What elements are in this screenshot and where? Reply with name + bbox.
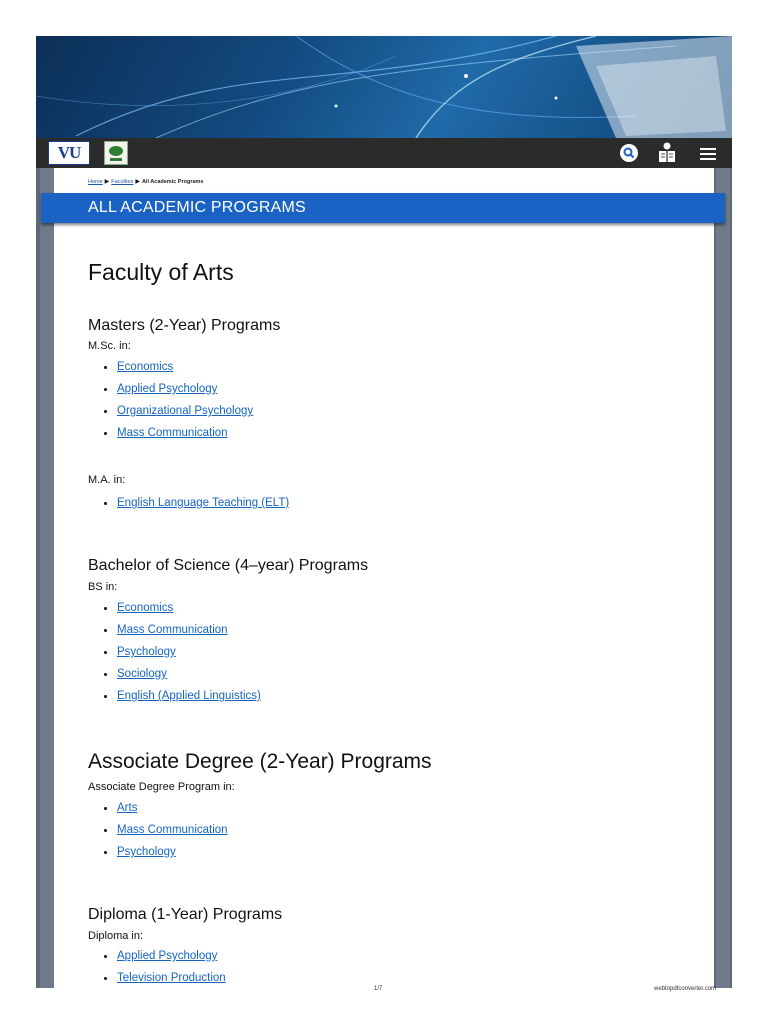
associate-heading: Associate Degree (2-Year) Programs: [88, 750, 432, 773]
msc-label: M.Sc. in:: [88, 340, 131, 352]
associate-label: Associate Degree Program in:: [88, 781, 235, 793]
top-navbar: [36, 138, 732, 168]
page-number: 1/7: [374, 986, 383, 992]
vu-logo[interactable]: VU: [48, 141, 90, 165]
program-link-bs-english[interactable]: English (Applied Linguistics): [117, 690, 261, 702]
list-item: [104, 602, 173, 614]
bullet: [104, 851, 107, 854]
program-link-ad-psychology[interactable]: Psychology: [117, 846, 176, 858]
program-link-ad-mass-communication[interactable]: Mass Communication: [117, 824, 228, 836]
list-item: [104, 690, 261, 702]
menu-icon[interactable]: [698, 143, 718, 163]
program-link-bs-economics[interactable]: Economics: [117, 602, 174, 614]
breadcrumb: [88, 178, 203, 185]
program-link-diploma-tv-production[interactable]: Television Production: [117, 972, 226, 984]
left-side-panel: [40, 168, 54, 988]
program-link-bs-sociology[interactable]: Sociology: [117, 668, 167, 680]
bullet: [104, 807, 107, 810]
bullet: [104, 977, 107, 980]
program-link-bs-psychology[interactable]: Psychology: [117, 646, 176, 658]
page-title-bar: [41, 193, 725, 223]
faculty-title: Faculty of Arts: [88, 259, 234, 285]
list-item: [104, 972, 226, 984]
bullet: [104, 629, 107, 632]
reader-icon[interactable]: [654, 143, 680, 163]
bullet: [104, 955, 107, 958]
bullet: [104, 651, 107, 654]
breadcrumb-current: All Academic Programs: [141, 178, 204, 185]
breadcrumb-arrow-icon: ▶: [135, 179, 140, 185]
bullet: [104, 829, 107, 832]
masters-heading: Masters (2-Year) Programs: [88, 317, 281, 334]
bullet: [104, 366, 107, 369]
program-link-bs-mass-communication[interactable]: Mass Communication: [117, 624, 228, 636]
bachelor-heading: Bachelor of Science (4–year) Programs: [88, 557, 369, 574]
right-side-panel: [716, 168, 730, 988]
converter-watermark: webtopdfconverter.com: [654, 986, 717, 992]
bullet: [104, 432, 107, 435]
pakistan-emblem-logo: [104, 141, 128, 165]
list-item: [104, 950, 217, 962]
list-item: [104, 624, 228, 636]
bullet: [104, 607, 107, 610]
bullet: [104, 673, 107, 676]
list-item: [104, 802, 137, 814]
program-link-economics[interactable]: Economics: [117, 361, 174, 373]
breadcrumb-faculties[interactable]: Faculties: [111, 178, 134, 185]
program-link-organizational-psychology[interactable]: Organizational Psychology: [117, 405, 254, 417]
bullet: [104, 410, 107, 413]
list-item: [104, 824, 228, 836]
list-item: [104, 361, 173, 373]
list-item: [104, 846, 176, 858]
list-item: [104, 497, 289, 509]
program-link-diploma-applied-psychology[interactable]: Applied Psychology: [117, 950, 218, 962]
list-item: [104, 668, 167, 680]
search-icon[interactable]: [618, 143, 640, 163]
diploma-heading: Diploma (1-Year) Programs: [88, 906, 283, 923]
program-link-applied-psychology[interactable]: Applied Psychology: [117, 383, 218, 395]
bullet: [104, 695, 107, 698]
page-title: ALL ACADEMIC PROGRAMS: [88, 199, 306, 216]
diploma-label: Diploma in:: [88, 930, 144, 942]
list-item: [104, 405, 253, 417]
list-item: [104, 427, 228, 439]
breadcrumb-arrow-icon: ▶: [104, 179, 110, 185]
program-link-ad-arts[interactable]: Arts: [117, 802, 138, 814]
content-area: [54, 168, 714, 988]
bs-label: BS in:: [88, 581, 118, 593]
ma-label: M.A. in:: [88, 474, 126, 486]
program-link-elt[interactable]: English Language Teaching (ELT): [117, 497, 290, 509]
bullet: [104, 502, 107, 505]
list-item: [104, 646, 176, 658]
header-banner: [36, 36, 732, 138]
program-link-mass-communication[interactable]: Mass Communication: [117, 427, 228, 439]
list-item: [104, 383, 217, 395]
breadcrumb-home[interactable]: Home: [88, 178, 103, 185]
bullet: [104, 388, 107, 391]
